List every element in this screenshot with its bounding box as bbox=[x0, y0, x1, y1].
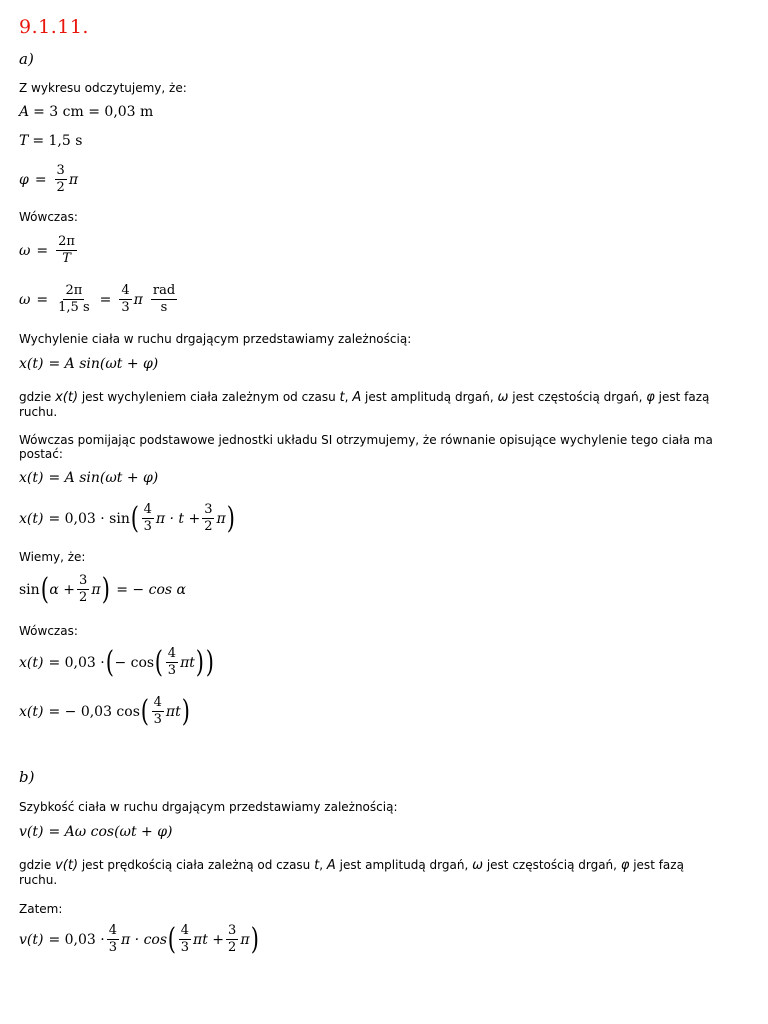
omega-def-eq bbox=[19, 234, 79, 267]
formula-rhs: = A sin(ωt + φ) bbox=[48, 356, 159, 372]
phi-symbol: φ bbox=[19, 171, 29, 188]
numerator: 3 bbox=[228, 923, 237, 938]
a-symbol: A bbox=[326, 858, 336, 873]
displacement-formula-2 bbox=[19, 470, 158, 486]
denominator: 3 bbox=[167, 663, 177, 678]
pi-symbol: π bbox=[68, 171, 79, 188]
denominator: s bbox=[160, 300, 168, 315]
numerator: 3 bbox=[204, 502, 213, 517]
formula-rhs: = Aω cos(ωt + φ) bbox=[48, 824, 173, 840]
x-of-t: x(t) bbox=[19, 356, 44, 372]
fraction bbox=[226, 923, 238, 956]
numerator: 4 bbox=[153, 695, 162, 710]
pi-t-plus: πt + bbox=[193, 931, 225, 948]
denominator: 3 bbox=[180, 940, 190, 955]
right-paren: ) bbox=[181, 693, 190, 729]
pi-t: πt bbox=[180, 654, 195, 671]
left-paren: ( bbox=[167, 921, 176, 957]
a-symbol: A bbox=[19, 104, 30, 120]
omega-symbol: ω bbox=[19, 291, 31, 308]
left-paren: ( bbox=[140, 693, 149, 729]
left-paren: ( bbox=[130, 500, 139, 536]
numerator: 4 bbox=[108, 923, 118, 938]
desc-part: jest częstością drgań, bbox=[512, 390, 643, 404]
identity-eq bbox=[19, 573, 186, 606]
displacement-sub-eq bbox=[19, 502, 235, 535]
fraction bbox=[77, 573, 89, 606]
desc-part: jest fazą bbox=[633, 858, 684, 872]
numerator: 4 bbox=[167, 646, 177, 661]
v-of-t: v(t) bbox=[19, 824, 44, 840]
identity-rhs: = − cos α bbox=[116, 581, 186, 598]
desc-part: jest fazą bbox=[658, 390, 710, 404]
fraction bbox=[107, 923, 119, 956]
denominator: 3 bbox=[143, 519, 152, 534]
a-value: = 3 cm = 0,03 m bbox=[33, 104, 154, 120]
v-of-t: v(t) bbox=[19, 931, 44, 948]
denominator: 2 bbox=[56, 180, 65, 195]
part-b-label: b) bbox=[19, 768, 35, 786]
numerator: 2π bbox=[58, 234, 75, 249]
fraction bbox=[202, 502, 214, 535]
unit-fraction bbox=[151, 283, 177, 316]
velocity-intro: Szybkość ciała w ruchu drgającym przedstawiamy zależnością: bbox=[19, 800, 398, 814]
amplitude-eq bbox=[19, 104, 153, 120]
fraction bbox=[56, 283, 91, 316]
fraction bbox=[166, 646, 178, 679]
desc-part: jest częstością drgań, bbox=[486, 858, 617, 872]
minus-cos: − cos bbox=[114, 654, 155, 671]
left-paren: ( bbox=[40, 571, 49, 607]
numerator: 4 bbox=[121, 283, 130, 298]
ruchu-word: ruchu. bbox=[19, 873, 58, 887]
read-from-chart: Z wykresu odczytujemy, że: bbox=[19, 81, 187, 95]
ruchu-word: ruchu. bbox=[19, 405, 58, 419]
fraction bbox=[55, 163, 67, 196]
t-value: = 1,5 s bbox=[32, 133, 83, 149]
denominator: 3 bbox=[153, 712, 162, 727]
pi-t: πt bbox=[165, 703, 181, 720]
then-text-1: Wówczas: bbox=[19, 210, 78, 224]
where-word: gdzie bbox=[19, 858, 52, 872]
alpha-plus: α + bbox=[49, 581, 76, 598]
numerator: 4 bbox=[180, 923, 190, 938]
denominator: 2 bbox=[228, 940, 237, 955]
phase-eq bbox=[19, 163, 78, 196]
right-paren: ) bbox=[195, 644, 204, 680]
velocity-final-eq bbox=[19, 923, 259, 956]
displacement-cos-eq bbox=[19, 646, 214, 679]
omega-value-eq bbox=[19, 283, 179, 316]
a-symbol: A bbox=[352, 390, 362, 405]
velocity-formula bbox=[19, 824, 172, 840]
fraction bbox=[119, 283, 131, 316]
pi-dot-cos: π · cos bbox=[121, 931, 168, 948]
equals: = bbox=[34, 171, 47, 188]
equals: = bbox=[36, 291, 49, 308]
denominator: 3 bbox=[121, 300, 130, 315]
si-units-text: Wówczas pomijając podstawowe jednostki układu SI otrzymujemy, że równanie opisujące wychylenie tego ciała ma postać: bbox=[19, 433, 713, 461]
denominator: 3 bbox=[108, 940, 118, 955]
x-of-t: x(t) bbox=[19, 470, 44, 486]
omega-symbol: ω bbox=[19, 242, 31, 259]
pi-symbol: π bbox=[91, 581, 101, 598]
displacement-formula bbox=[19, 356, 158, 372]
we-know-text: Wiemy, że: bbox=[19, 550, 86, 564]
velocity-description bbox=[19, 858, 744, 887]
numerator: 3 bbox=[56, 163, 65, 178]
denominator: 2 bbox=[204, 519, 213, 534]
part-a-label: a) bbox=[19, 50, 34, 68]
x-of-t: x(t) bbox=[19, 654, 44, 671]
where-word: gdzie bbox=[19, 390, 52, 404]
fraction bbox=[142, 502, 154, 535]
numerator: rad bbox=[152, 283, 176, 298]
sin-word: sin bbox=[19, 581, 40, 598]
pi-symbol: π bbox=[216, 510, 226, 527]
problem-number: 9.1.11. bbox=[19, 16, 89, 38]
comma: , bbox=[319, 858, 324, 872]
v-of-t: v(t) bbox=[55, 858, 79, 873]
desc-part: jest wychyleniem ciała zależnym od czasu bbox=[81, 390, 336, 404]
formula-rhs: = A sin(ωt + φ) bbox=[48, 470, 159, 486]
fraction bbox=[56, 234, 77, 267]
x-of-t: x(t) bbox=[19, 703, 44, 720]
t-symbol: T bbox=[19, 133, 29, 149]
coefficient: = 0,03 · bbox=[48, 931, 105, 948]
denominator: 2 bbox=[79, 590, 88, 605]
left-paren: ( bbox=[105, 644, 114, 680]
comma: , bbox=[344, 390, 349, 404]
t-symbol: t bbox=[339, 390, 345, 405]
x-of-t: x(t) bbox=[55, 390, 79, 405]
phi-symbol: φ bbox=[620, 858, 630, 873]
displacement-description bbox=[19, 390, 744, 419]
equals: = bbox=[99, 291, 112, 308]
numerator: 3 bbox=[79, 573, 88, 588]
equals: = bbox=[36, 242, 49, 259]
desc-part: jest amplitudą drgań, bbox=[339, 858, 469, 872]
fraction bbox=[179, 923, 191, 956]
right-paren: ) bbox=[101, 571, 110, 607]
denominator: 1,5 s bbox=[58, 300, 90, 315]
desc-part: jest prędkością ciała zależną od czasu bbox=[81, 858, 311, 872]
displacement-final-eq bbox=[19, 695, 190, 728]
right-paren: ) bbox=[205, 644, 214, 680]
coefficient: = 0,03 · bbox=[48, 654, 105, 671]
pi-symbol: π bbox=[133, 291, 143, 308]
coefficient: = − 0,03 cos bbox=[48, 703, 140, 720]
fraction bbox=[152, 695, 164, 728]
numerator: 2π bbox=[65, 283, 83, 298]
then-text-2: Wówczas: bbox=[19, 624, 78, 638]
x-of-t: x(t) bbox=[19, 510, 44, 527]
thus-text: Zatem: bbox=[19, 902, 63, 916]
period-eq bbox=[19, 133, 82, 149]
phi-symbol: φ bbox=[646, 390, 655, 405]
numerator: 4 bbox=[143, 502, 152, 517]
displacement-intro: Wychylenie ciała w ruchu drgającym przedstawiamy zależnością: bbox=[19, 332, 412, 346]
coefficient: = 0,03 · sin bbox=[48, 510, 130, 527]
right-paren: ) bbox=[226, 500, 235, 536]
desc-part: jest amplitudą drgań, bbox=[365, 390, 494, 404]
omega-symbol: ω bbox=[472, 858, 483, 873]
t-symbol: t bbox=[314, 858, 320, 873]
pi-t-plus: π · t + bbox=[155, 510, 201, 527]
pi-symbol: π bbox=[240, 931, 250, 948]
right-paren: ) bbox=[250, 921, 259, 957]
omega-symbol: ω bbox=[497, 390, 509, 405]
denominator: T bbox=[62, 251, 71, 266]
left-paren: ( bbox=[154, 644, 164, 680]
